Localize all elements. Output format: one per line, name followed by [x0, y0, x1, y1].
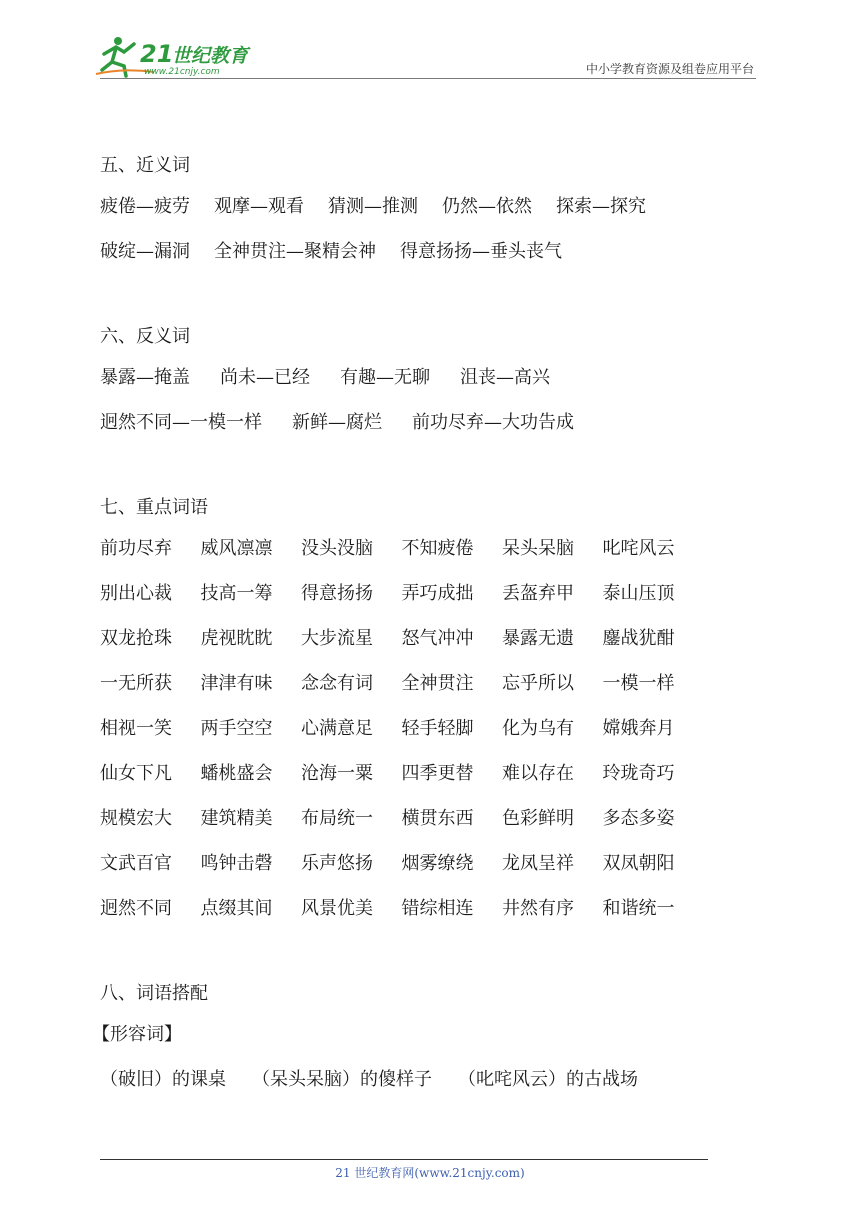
key-words-row — [100, 616, 720, 661]
key-word: 津津有味 — [200, 673, 273, 694]
key-word: 乐声悠扬 — [301, 853, 373, 874]
key-words-row — [100, 526, 720, 571]
word-pair: 尚未—已经 — [220, 367, 310, 388]
svg-text:www.21cnjy.com: www.21cnjy.com — [144, 67, 220, 77]
word-pair: 疲倦—疲劳 — [100, 196, 190, 217]
antonym-row — [100, 400, 720, 445]
key-word: 玲珑奇巧 — [602, 763, 675, 784]
key-word: 鸣钟击磬 — [200, 853, 273, 874]
key-word: 呆头呆脑 — [502, 538, 574, 559]
footer-divider — [100, 1159, 708, 1160]
key-word: 一模一样 — [602, 673, 675, 694]
collocation-item: （破旧）的课桌 — [100, 1069, 226, 1090]
key-word: 和谐统一 — [602, 898, 675, 919]
key-word: 不知疲倦 — [401, 538, 474, 559]
svg-text:21: 21 — [140, 40, 174, 68]
key-word: 迥然不同 — [100, 898, 172, 919]
key-word: 四季更替 — [401, 763, 474, 784]
key-word: 相视一笑 — [100, 718, 172, 739]
key-word: 难以存在 — [502, 763, 574, 784]
key-word: 弄巧成拙 — [401, 583, 474, 604]
logo — [94, 34, 264, 80]
key-word: 得意扬扬 — [301, 583, 373, 604]
key-word: 叱咤风云 — [602, 538, 675, 559]
key-word: 错综相连 — [401, 898, 474, 919]
key-word: 虎视眈眈 — [200, 628, 273, 649]
key-word: 风景优美 — [301, 898, 373, 919]
key-word: 仙女下凡 — [100, 763, 172, 784]
key-word: 横贯东西 — [401, 808, 474, 829]
key-word: 丢盔弃甲 — [502, 583, 574, 604]
key-word: 井然有序 — [502, 898, 574, 919]
key-word: 布局统一 — [301, 808, 373, 829]
footer-source: 21 世纪教育网(www.21cnjy.com) — [335, 1166, 525, 1180]
key-word: 别出心裁 — [100, 583, 172, 604]
section-title-synonyms: 五、近义词 — [100, 155, 190, 176]
key-word: 双凤朝阳 — [602, 853, 675, 874]
word-pair: 探索—探究 — [556, 196, 646, 217]
svg-text:世纪教育: 世纪教育 — [172, 45, 249, 67]
key-words-row — [100, 796, 720, 841]
word-pair: 前功尽弃—大功告成 — [412, 412, 574, 433]
platform-tagline: 中小学教育资源及组卷应用平台 — [585, 62, 754, 76]
key-words-row — [100, 751, 720, 796]
key-words-row — [100, 571, 720, 616]
word-pair: 观摩—观看 — [214, 196, 304, 217]
key-word: 两手空空 — [200, 718, 273, 739]
key-word: 多态多姿 — [602, 808, 675, 829]
word-pair: 猜测—推测 — [328, 196, 418, 217]
collocation-item: （叱咤风云）的古战场 — [458, 1069, 638, 1090]
synonym-row — [100, 229, 720, 274]
word-pair: 破绽—漏洞 — [100, 241, 190, 262]
key-word: 建筑精美 — [200, 808, 273, 829]
key-word: 嫦娥奔月 — [602, 718, 675, 739]
word-pair: 有趣—无聊 — [340, 367, 430, 388]
runner-logo-icon — [94, 34, 264, 80]
key-word: 怒气冲冲 — [401, 628, 474, 649]
key-word: 轻手轻脚 — [401, 718, 474, 739]
collocation-row — [100, 1057, 720, 1102]
page-header — [0, 0, 860, 90]
key-word: 文武百官 — [100, 853, 172, 874]
word-pair: 新鲜—腐烂 — [292, 412, 382, 433]
key-word: 前功尽弃 — [100, 538, 172, 559]
key-word: 心满意足 — [301, 718, 373, 739]
key-word: 念念有词 — [301, 673, 373, 694]
key-word: 色彩鲜明 — [502, 808, 574, 829]
key-word: 规模宏大 — [100, 808, 172, 829]
word-pair: 迥然不同—一模一样 — [100, 412, 262, 433]
key-word: 大步流星 — [301, 628, 373, 649]
word-pair: 得意扬扬—垂头丧气 — [400, 241, 562, 262]
word-pair: 沮丧—高兴 — [460, 367, 550, 388]
key-word: 鏖战犹酣 — [602, 628, 675, 649]
key-words-row — [100, 706, 720, 751]
key-word: 双龙抢珠 — [100, 628, 172, 649]
section-title-key-words: 七、重点词语 — [100, 497, 208, 518]
key-word: 沧海一粟 — [301, 763, 373, 784]
key-word: 暴露无遗 — [502, 628, 574, 649]
antonym-row — [100, 355, 720, 400]
key-word: 没头没脑 — [301, 538, 373, 559]
key-word: 一无所获 — [100, 673, 172, 694]
document-body — [92, 148, 720, 1102]
word-pair: 仍然—依然 — [442, 196, 532, 217]
key-word: 点缀其间 — [200, 898, 273, 919]
key-word: 威风凛凛 — [200, 538, 273, 559]
section-title-antonyms: 六、反义词 — [100, 326, 190, 347]
key-word: 泰山压顶 — [602, 583, 675, 604]
section-title-collocation: 八、词语搭配 — [100, 983, 208, 1004]
key-word: 烟雾缭绕 — [401, 853, 474, 874]
key-word: 忘乎所以 — [502, 673, 574, 694]
key-words-row — [100, 841, 720, 886]
key-word: 龙凤呈祥 — [502, 853, 574, 874]
key-words-row — [100, 886, 720, 931]
word-pair: 暴露—掩盖 — [100, 367, 190, 388]
header-divider — [100, 78, 756, 79]
key-word: 化为乌有 — [502, 718, 574, 739]
key-word: 蟠桃盛会 — [200, 763, 273, 784]
word-pair: 全神贯注—聚精会神 — [214, 241, 376, 262]
synonym-row — [100, 184, 720, 229]
collocation-item: （呆头呆脑）的傻样子 — [252, 1069, 432, 1090]
key-words-row — [100, 661, 720, 706]
key-word: 技高一筹 — [200, 583, 273, 604]
key-word: 全神贯注 — [401, 673, 474, 694]
collocation-subtitle: 【形容词】 — [92, 1024, 182, 1045]
